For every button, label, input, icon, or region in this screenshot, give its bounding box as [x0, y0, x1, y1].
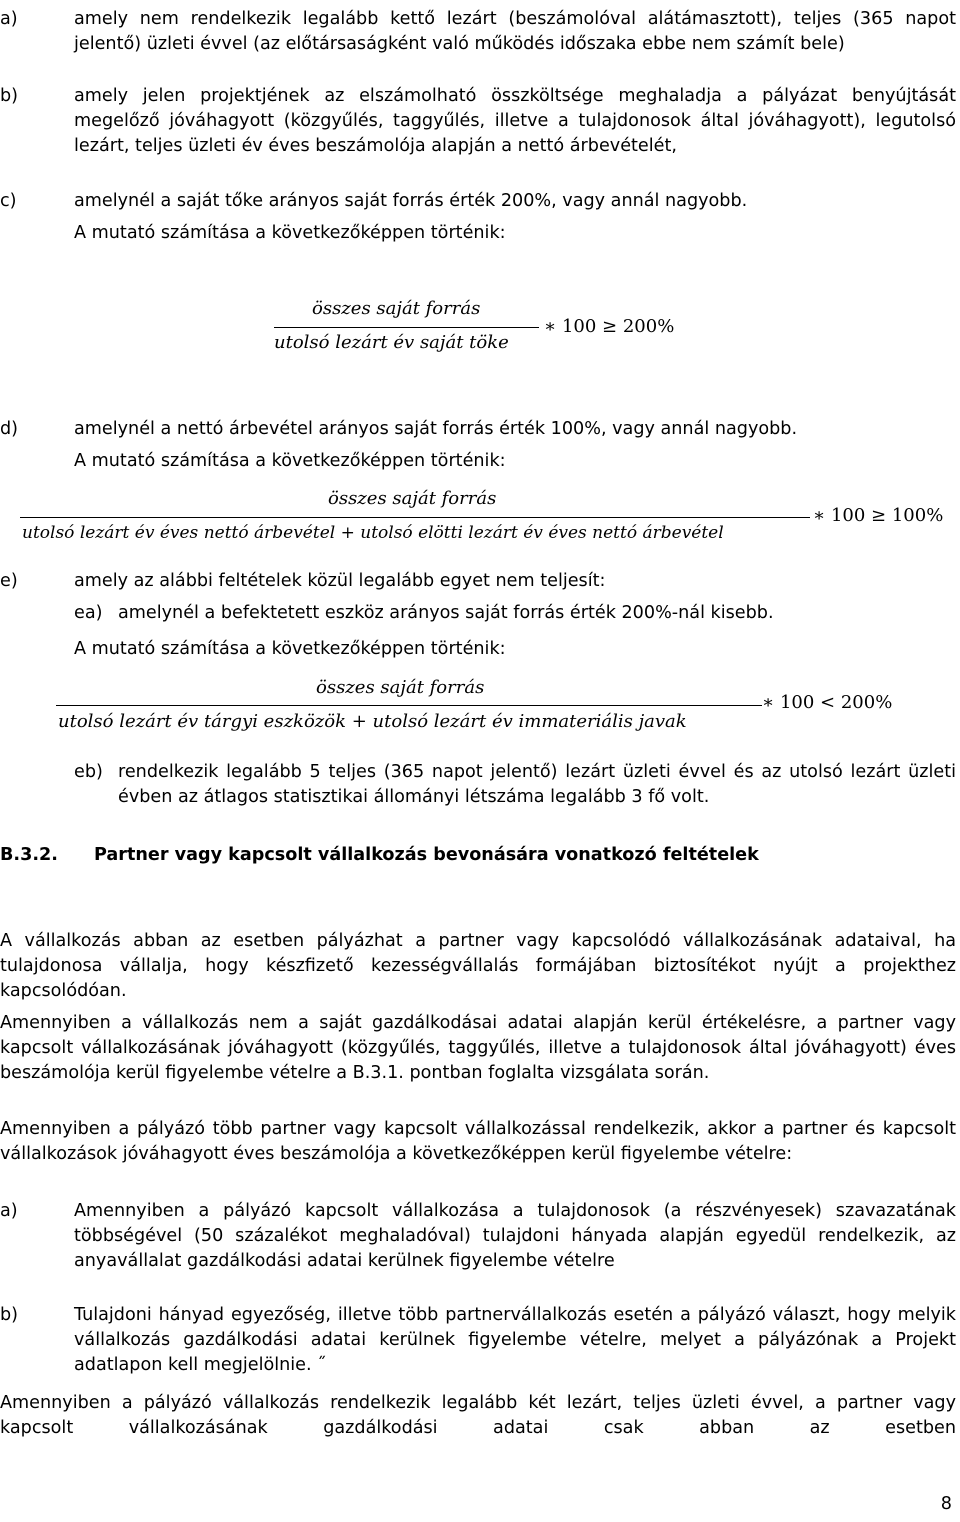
fraction-bar: [274, 327, 539, 328]
item-text: amely jelen projektjének az elszámolható összköltsége meghaladja a pályázat benyújtását megelőző jóváhagyott (közgyűlés, taggyűlés, illetve a tulajdonosok által jóváhagyott), legutolsó lezárt, teljes üzleti év éves beszámolója alapján a nettó árbevételét,: [74, 86, 956, 156]
formula-denominator: utolsó lezárt év saját töke: [274, 332, 509, 353]
item-text: amely az alábbi feltételek közül legalább egyet nem teljesít:: [74, 571, 606, 591]
item-text: Tulajdoni hányad egyezőség, illetve több partnervállalkozás esetén a pályázó választ, hogy melyik vállalkozás gazdálkodási adatai kerülnek figyelembe vételre, melyet a pályázónak a Projekt adatlapon kell megjelölnie. ˝: [74, 1305, 956, 1375]
fraction-bar: [56, 705, 762, 706]
formula-3: [0, 670, 960, 740]
item-label: b): [0, 86, 19, 106]
list-item-a: [0, 7, 956, 57]
paragraph: Amennyiben a vállalkozás nem a saját gazdálkodásai adatai alapján kerül értékelésre, a partner vagy kapcsolt vállalkozásának jóváhagyott (közgyűlés, taggyűlés, illetve a tulajdonosok által jóváhagyott) éves beszámolója kerül figyelembe vételre a B.3.1. pontban foglalta vizsgálata során.: [0, 1013, 956, 1083]
fraction-bar: [20, 517, 810, 518]
item-text: amelynél a nettó árbevétel arányos saját forrás érték 100%, vagy annál nagyobb.: [74, 419, 798, 439]
page-number: 8: [940, 1494, 952, 1514]
list-item-d: [0, 417, 956, 442]
item-label: a): [0, 9, 18, 29]
formula-denominator: utolsó lezárt év éves nettó árbevétel + utolsó elötti lezárt év éves nettó árbevétel: [22, 523, 724, 543]
formula-comparison: ∗ 100 ≥ 100%: [813, 505, 944, 526]
formula-1: [0, 290, 960, 370]
formula-numerator: összes saját forrás: [328, 488, 497, 509]
section-title: Partner vagy kapcsolt vállalkozás bevonására vonatkozó feltételek: [94, 845, 759, 865]
item-label: e): [0, 571, 18, 591]
list-item-bottom-b: [0, 1303, 956, 1378]
item-text: Amennyiben a pályázó kapcsolt vállalkozása a tulajdonosok (a részvényesek) szavazatának többségével (50 százalékot meghaladóval) tulajdoni hányada alapján egyedül rendelkezik, az anyavállalat gazdálkodási adatai kerülnek figyelembe vételre: [74, 1201, 956, 1271]
item-label: ea): [74, 603, 103, 623]
item-text: rendelkezik legalább 5 teljes (365 napot jelentő) lezárt üzleti évvel és az utolsó lezárt üzleti évben az átlagos statisztikai állományi létszáma legalább 3 fő volt.: [118, 762, 956, 807]
formula-2: [0, 482, 960, 552]
item-label: d): [0, 419, 19, 439]
formula-comparison: ∗ 100 < 200%: [762, 692, 893, 713]
formula-numerator: összes saját forrás: [316, 677, 485, 698]
item-label: a): [0, 1201, 18, 1221]
list-item-c: [0, 189, 956, 214]
item-text: amely nem rendelkezik legalább kettő lezárt (beszámolóval alátámasztott), teljes (365 napot jelentő) üzleti évvel (az előtársaságként való működés időszaka ebbe nem számít bele): [74, 9, 956, 54]
item-text: amelynél a saját tőke arányos saját forrás érték 200%, vagy annál nagyobb.: [74, 191, 748, 211]
item-label: c): [0, 191, 17, 211]
list-item-e: [0, 569, 956, 594]
formula-numerator: összes saját forrás: [312, 298, 481, 319]
section-heading: [0, 845, 759, 865]
item-label: b): [0, 1305, 19, 1325]
calc-intro-1: A mutató számítása a következőképpen történik:: [74, 223, 506, 243]
formula-denominator: utolsó lezárt év tárgyi eszközök + utolsó lezárt év immateriális javak: [58, 711, 687, 732]
list-item-bottom-a: [0, 1199, 956, 1274]
formula-comparison: ∗ 100 ≥ 200%: [544, 316, 675, 337]
paragraph: A vállalkozás abban az esetben pályázhat a partner vagy kapcsolódó vállalkozásának adataival, ha tulajdonosa vállalja, hogy készfizető kezességvállalás formájában biztosítékot nyújt a projekthez kapcsolódóan.: [0, 931, 956, 1001]
section-code: B.3.2.: [0, 845, 58, 865]
paragraph-continued: Amennyiben a pályázó vállalkozás rendelkezik legalább két lezárt, teljes üzleti évvel, a partner vagy kapcsolt vállalkozásának gazdálkodási adatai csak abban az esetben: [0, 1393, 956, 1438]
calc-intro-3: A mutató számítása a következőképpen történik:: [74, 639, 506, 659]
calc-intro-2: A mutató számítása a következőképpen történik:: [74, 451, 506, 471]
paragraph: Amennyiben a pályázó több partner vagy kapcsolt vállalkozással rendelkezik, akkor a partner és kapcsolt vállalkozások jóváhagyott éves beszámolója a következőképpen kerül figyelembe vételre:: [0, 1119, 956, 1164]
list-item-ea: [74, 601, 956, 626]
list-item-eb: [74, 760, 956, 810]
item-text: amelynél a befektetett eszköz arányos saját forrás érték 200%-nál kisebb.: [118, 603, 774, 623]
list-item-b: [0, 84, 956, 159]
item-label: eb): [74, 762, 103, 782]
